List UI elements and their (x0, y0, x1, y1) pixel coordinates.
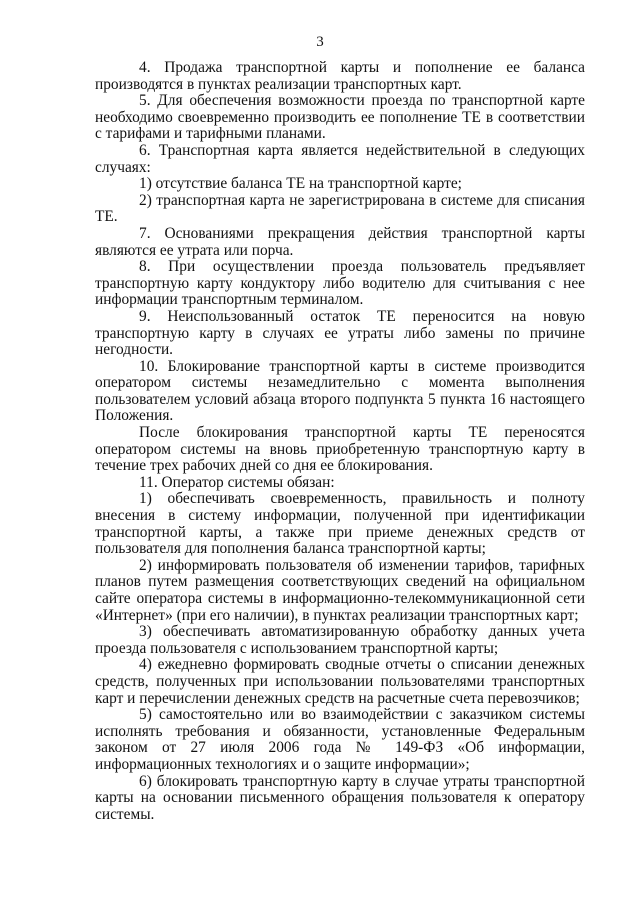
paragraph-item-11: 11. Оператор системы обязан: (139, 473, 335, 491)
subitem-6-1: 1) отсутствие баланса ТЕ на транспортной карте; (139, 175, 462, 193)
subitem-11-3: 3) обеспечивать автоматизированную обработку данных учета проезда пользователя с использованием транспортной карты; (95, 623, 585, 657)
paragraph-item-10-continued: После блокирования транспортной карты ТЕ переносятся оператором системы на вновь приобретенную транспортную карту в течение трех рабочих дней со дня ее блокирования. (95, 424, 585, 475)
subitem-11-5: 5) самостоятельно или во взаимодействии с заказчиком системы исполнять требования и обязанности, установленные Федеральным законом от 27 июля 2006 года № 149-ФЗ «Об информации, информационных технологиях и о защите информации»; (95, 706, 585, 773)
page-number: 3 (316, 34, 324, 50)
subitem-11-4: 4) ежедневно формировать сводные отчеты о списании денежных средств, полученных при использовании пользователями транспортных карт и перечислении денежных средств на расчетные счета перевозчиков; (95, 656, 585, 707)
subitem-11-6: 6) блокировать транспортную карту в случае утраты транспортной карты на основании письменного обращения пользователя к оператору системы. (95, 772, 585, 823)
subitem-6-2: 2) транспортная карта не зарегистрирована в системе для списания ТЕ. (95, 191, 585, 226)
paragraph-item-9: 9. Неиспользованный остаток ТЕ переносится на новую транспортную карту в случаях ее утраты либо замены по причине негодности. (95, 307, 585, 359)
document-body (95, 60, 585, 823)
paragraph-item-4: 4. Продажа транспортной карты и пополнение ее баланса производятся в пунктах реализации транспортных карт. (95, 59, 585, 93)
subitem-11-1: 1) обеспечивать своевременность, правильность и полноту внесения в систему информации, полученной при идентификации транспортной карты, а также при приеме денежных средств от пользователя для пополнения баланса транспортной карты; (95, 490, 585, 558)
paragraph-item-6: 6. Транспортная карта является недействительной в следующих случаях: (95, 141, 585, 176)
paragraph-item-7: 7. Основаниями прекращения действия транспортной карты являются ее утрата или порча. (95, 224, 585, 259)
paragraph-item-10: 10. Блокирование транспортной карты в системе производится оператором системы незамедлительно с момента выполнения пользователем условий абзаца второго подпункта 5 пункта 16 настоящего Положения. (95, 357, 585, 425)
subitem-11-2: 2) информировать пользователя об изменении тарифов, тарифных планов путем размещения соответствующих сведений на официальном сайте оператора системы в информационно-телекоммуникационной сети «Интернет» (при его наличии), в пунктах реализации транспортных карт; (95, 556, 585, 624)
paragraph-item-8: 8. При осуществлении проезда пользователь предъявляет транспортную карту кондуктору либо водителю для считывания с нее информации транспортным терминалом. (95, 258, 585, 309)
paragraph-item-5: 5. Для обеспечения возможности проезда по транспортной карте необходимо своевременно производить ее пополнение ТЕ в соответствии с тарифами и тарифными планами. (95, 92, 585, 143)
